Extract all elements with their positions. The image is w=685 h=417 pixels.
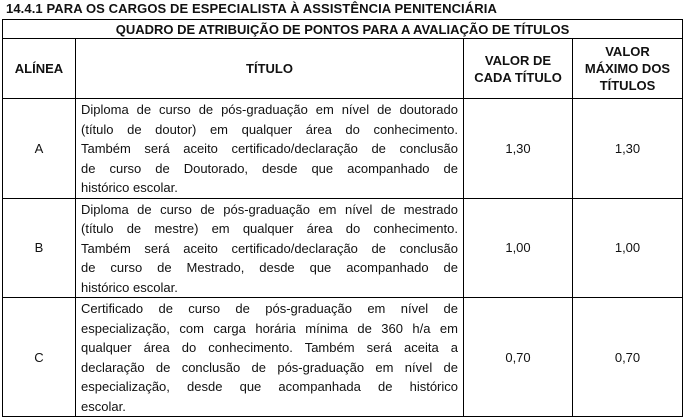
row-titulo-line: declaração de conclusão de pós-graduação em nível de <box>81 359 458 375</box>
header-alinea: ALÍNEA <box>3 39 76 99</box>
row-titulo-line: especialização, com carga horária mínima de 360 h/a em <box>81 320 458 336</box>
row-titulo-line: Diploma de curso de pós-graduação em nível de doutorado <box>81 102 458 117</box>
row-titulo-line: qualquer área do conhecimento. Também será aceita a <box>81 340 458 355</box>
titles-points-table <box>2 19 683 417</box>
row-valor-cada: 1,30 <box>464 99 573 199</box>
row-titulo-line: (título de doutor) em qualquer área do conhecimento. <box>81 121 458 137</box>
row-valor-cada: 0,70 <box>464 298 573 417</box>
row-valor-maximo: 1,00 <box>573 198 683 298</box>
row-titulo-line: Também será aceito certificado/declaração de conclusão <box>81 240 458 256</box>
row-titulo-line: especialização, desde que acompanhada de histórico <box>81 379 458 394</box>
row-valor-maximo: 0,70 <box>573 298 683 417</box>
row-titulo-line: (título de mestre) em qualquer área do conhecimento. <box>81 221 458 236</box>
row-titulo-line: de curso de Mestrado, desde que acompanhado de <box>81 260 458 275</box>
table-row <box>3 198 683 298</box>
table-row <box>3 99 683 199</box>
header-valor-cada-titulo: VALOR DE CADA TÍTULO <box>464 39 573 99</box>
row-titulo-line: Também será aceito certificado/declaração de conclusão <box>81 141 458 156</box>
row-titulo-line: Certificado de curso de pós-graduação em nível de <box>81 301 458 316</box>
row-titulo-line: histórico escolar. <box>81 279 178 295</box>
row-titulo-line: de curso de Doutorado, desde que acompanhado de <box>81 160 458 176</box>
row-titulo <box>76 99 464 199</box>
row-titulo <box>76 198 464 298</box>
row-alinea: C <box>3 298 76 417</box>
row-alinea: A <box>3 99 76 199</box>
row-titulo-line: escolar. <box>81 398 126 414</box>
row-titulo-line: histórico escolar. <box>81 180 178 195</box>
header-titulo: TÍTULO <box>76 39 464 99</box>
row-alinea: B <box>3 198 76 298</box>
section-title: 14.4.1 PARA OS CARGOS DE ESPECIALISTA À ASSISTÊNCIA PENITENCIÁRIA <box>6 1 497 16</box>
row-titulo-line: Diploma de curso de pós-graduação em nível de mestrado <box>81 201 458 217</box>
header-valor-maximo: VALOR MÁXIMO DOS TÍTULOS <box>573 39 683 99</box>
table-row <box>3 298 683 417</box>
row-titulo <box>76 298 464 417</box>
row-valor-cada: 1,00 <box>464 198 573 298</box>
table-caption: QUADRO DE ATRIBUIÇÃO DE PONTOS PARA A AVALIAÇÃO DE TÍTULOS <box>3 20 683 39</box>
row-valor-maximo: 1,30 <box>573 99 683 199</box>
